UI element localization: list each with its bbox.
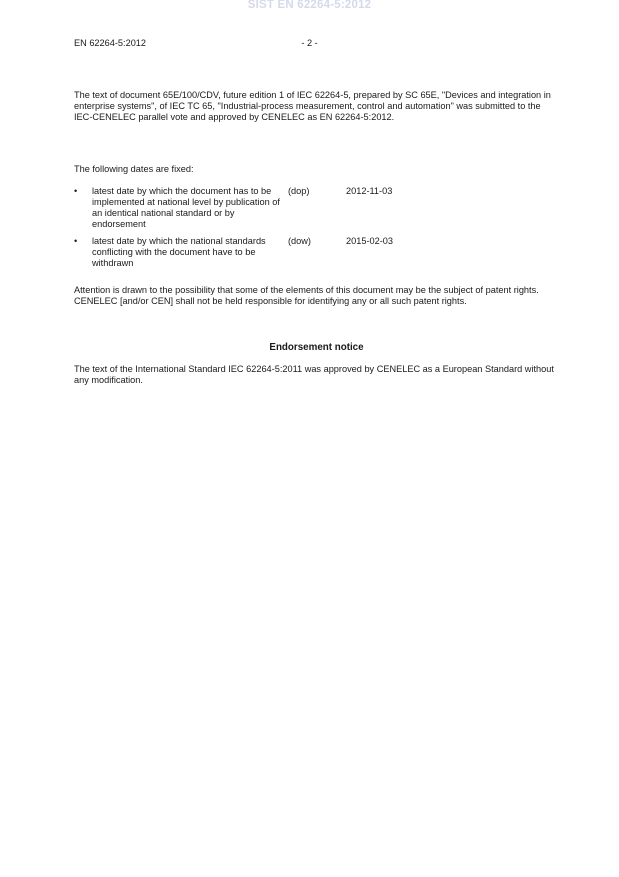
date-item-code: (dow) bbox=[288, 236, 311, 246]
date-item-dow bbox=[74, 236, 554, 284]
document-id: EN 62264-5:2012 bbox=[74, 38, 147, 48]
date-item-text: latest date by which the document has to be implemented at national level by publication of an identical national standard or by endorsement bbox=[92, 186, 280, 229]
date-item-dop bbox=[74, 186, 554, 234]
date-item-date: 2015-02-03 bbox=[346, 236, 393, 246]
endorsement-heading: Endorsement notice bbox=[269, 342, 364, 353]
intro-paragraph: The text of document 65E/100/CDV, future edition 1 of IEC 62264-5, prepared by SC 65E, "Devices and integration in enterprise systems", of IEC TC 65, "Industrial-process measurement, control and automation" was submitted to the IEC-CENELEC parallel vote and approved by CENELEC as EN 62264-5:2012. bbox=[74, 90, 551, 122]
date-item-text: latest date by which the national standards conflicting with the document have to be withdrawn bbox=[92, 236, 266, 268]
watermark: SIST EN 62264-5:2012 bbox=[247, 0, 372, 11]
bullet: • bbox=[74, 236, 78, 246]
endorsement-paragraph: The text of the International Standard IEC 62264-5:2011 was approved by CENELEC as a European Standard without any modification. bbox=[74, 364, 554, 385]
dates-intro: The following dates are fixed: bbox=[74, 164, 194, 174]
date-item-date: 2012-11-03 bbox=[346, 186, 393, 196]
date-item-code: (dop) bbox=[288, 186, 310, 196]
page-number: - 2 - bbox=[301, 38, 318, 48]
bullet: • bbox=[74, 186, 78, 196]
attention-paragraph: Attention is drawn to the possibility that some of the elements of this document may be the subject of patent rights. CENELEC [and/or CEN] shall not be held responsible for identifying any or all such patent rights. bbox=[74, 285, 539, 306]
